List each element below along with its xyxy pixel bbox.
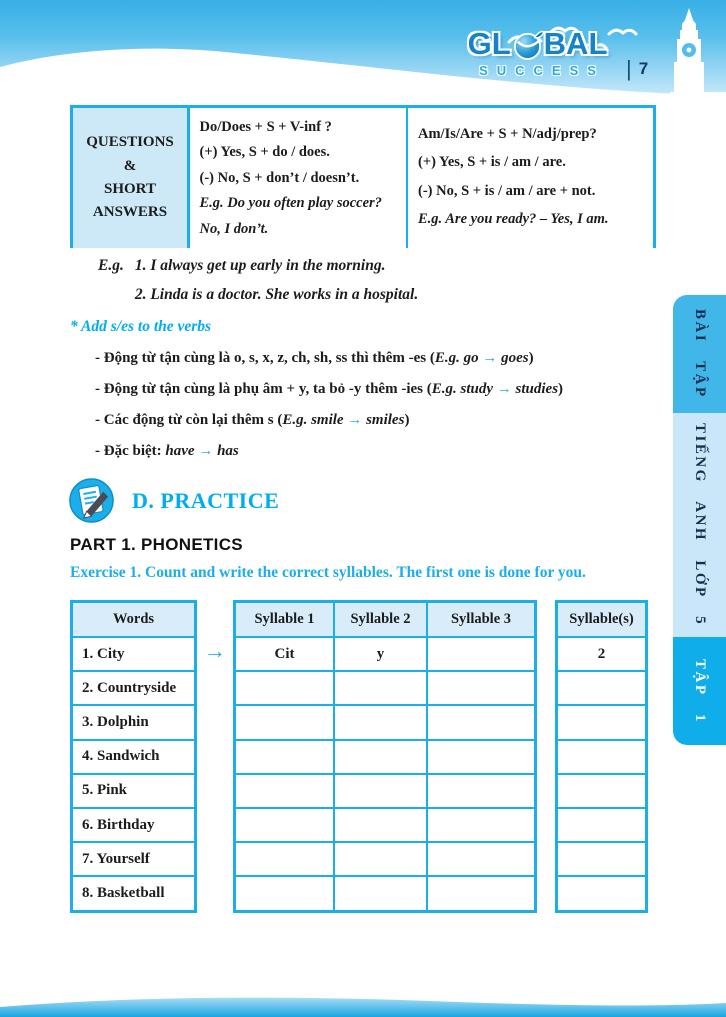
syllable-answer-cell[interactable]: y	[335, 638, 426, 670]
syllables-table	[233, 600, 537, 913]
count-column-header: Syllable(s)	[558, 603, 645, 636]
word-cell: 6. Birthday	[73, 809, 194, 841]
syllable-answer-cell[interactable]: Cit	[236, 638, 333, 670]
syllable-answer-cell[interactable]	[428, 775, 534, 807]
arrow-icon: →	[194, 443, 218, 459]
arrow-icon: →	[478, 350, 502, 366]
logo-global-right: BAL	[543, 26, 608, 61]
word-cell: 3. Dolphin	[73, 706, 194, 738]
rule-text: - Động từ tận cùng là phụ âm + y, ta bỏ -y thêm -ies (	[95, 381, 432, 397]
grammar-summary-table	[70, 105, 656, 248]
word-cell: 2. Countryside	[73, 672, 194, 704]
rule-item-1	[95, 350, 670, 367]
syllable-count-cell[interactable]	[558, 809, 645, 841]
syllable-answer-cell[interactable]	[236, 843, 333, 875]
syllable-count-cell[interactable]	[558, 672, 645, 704]
word-cell: 5. Pink	[73, 775, 194, 807]
be-negative: (-) No, S + is / am / are + not.	[418, 182, 596, 199]
syllable-count-cell[interactable]	[558, 877, 645, 909]
do-example-line2: No, I don’t.	[199, 220, 269, 237]
syllable3-column-header: Syllable 3	[428, 603, 534, 636]
rule-item-4	[95, 443, 670, 460]
syllable-answer-cell[interactable]	[335, 843, 426, 875]
syllable-answer-cell[interactable]	[236, 706, 333, 738]
grammar-header-line: &	[123, 157, 137, 174]
practice-title: D. PRACTICE	[132, 487, 280, 513]
syllable-answer-cell[interactable]	[335, 775, 426, 807]
grammar-row-header	[73, 108, 187, 248]
words-table	[70, 600, 197, 913]
rule-word-to: has	[217, 443, 239, 459]
writing-practice-icon	[68, 477, 115, 524]
grammar-do-column	[190, 108, 406, 248]
syllable-answer-cell[interactable]	[335, 741, 426, 773]
syllable-count-cell[interactable]	[558, 741, 645, 773]
rule-word-from: study	[460, 381, 494, 397]
rule-item-2	[95, 381, 670, 398]
logo-success-text: SUCCESS	[479, 63, 605, 78]
do-example-line1: E.g. Do you often play soccer?	[199, 195, 382, 212]
grammar-header-line: ANSWERS	[92, 204, 168, 221]
rule-text-trail: )	[558, 381, 564, 397]
word-cell: 8. Basketball	[73, 877, 194, 909]
syllable-answer-cell[interactable]	[428, 877, 534, 909]
syllable1-column-header: Syllable 1	[236, 603, 333, 636]
example-sentence-1: 1. I always get up early in the morning.	[134, 257, 386, 274]
rule-word-from: smile	[311, 412, 344, 428]
examples-label: E.g.	[98, 257, 124, 274]
do-formula: Do/Does + S + V-inf ?	[199, 119, 332, 135]
rule-word-from: have	[165, 443, 195, 459]
words-column-header: Words	[73, 603, 194, 636]
do-negative: (-) No, S + don’t / doesn’t.	[199, 169, 360, 186]
rule-text: - Đặc biệt:	[95, 443, 166, 459]
syllable-answer-cell[interactable]	[428, 672, 534, 704]
example-sentence-2: 2. Linda is a doctor. She works in a hospital.	[134, 286, 419, 303]
syllable-answer-cell[interactable]	[428, 741, 534, 773]
logo-global-left: GL	[467, 26, 511, 61]
header-wave-shape	[0, 0, 726, 100]
rule-text-trail: )	[404, 412, 410, 428]
syllable-answer-cell[interactable]	[236, 741, 333, 773]
rule-item-3	[95, 412, 670, 429]
be-example-line1: E.g. Are you ready? – Yes, I am.	[418, 210, 609, 227]
syllable-answer-cell[interactable]	[428, 843, 534, 875]
syllable-answer-cell[interactable]	[335, 809, 426, 841]
syllable-count-cell[interactable]	[558, 843, 645, 875]
syllable-answer-cell[interactable]	[428, 638, 534, 670]
syllable-answer-cell[interactable]	[335, 877, 426, 909]
arrow-icon: →	[493, 381, 516, 397]
word-cell: 1. City	[73, 638, 194, 670]
word-cell: 7. Yourself	[73, 843, 194, 875]
examples-block	[98, 257, 418, 315]
part1-heading: PART 1. PHONETICS	[70, 535, 243, 554]
verb-rules-section	[70, 318, 670, 474]
grammar-be-column	[408, 108, 653, 248]
page-header-banner	[0, 0, 726, 97]
page-number-separator: |	[626, 56, 632, 81]
syllable-count-cell[interactable]	[558, 775, 645, 807]
rule-eg-label: E.g.	[434, 350, 464, 366]
footer-wave-band	[0, 994, 726, 1017]
grammar-header-line: QUESTIONS	[86, 134, 174, 151]
syllable2-column-header: Syllable 2	[335, 603, 426, 636]
syllable-answer-cell[interactable]	[236, 877, 333, 909]
rule-text-trail: )	[528, 350, 534, 366]
syllable-answer-cell[interactable]	[335, 672, 426, 704]
syllable-count-cell[interactable]: 2	[558, 638, 645, 670]
arrow-icon: →	[343, 412, 367, 428]
syllable-answer-cell[interactable]	[428, 706, 534, 738]
tab-segment-tap-1: TẬP 1	[673, 637, 726, 745]
rule-text: - Các động từ còn lại thêm s (	[95, 412, 283, 428]
rule-word-to: goes	[501, 350, 529, 366]
rule-word-to: smiles	[366, 412, 405, 428]
grammar-header-line: SHORT	[104, 180, 156, 197]
example-row-arrow-icon: →	[204, 638, 226, 663]
be-formula: Am/Is/Are + S + N/adj/prep?	[418, 126, 597, 142]
book-edge-tab	[673, 295, 726, 745]
syllable-answer-cell[interactable]	[335, 706, 426, 738]
rule-word-to: studies	[515, 381, 559, 397]
tab-segment-tieng-anh-lop-5: TIẾNG ANH LỚP 5	[673, 413, 726, 637]
practice-section-heading	[68, 477, 279, 524]
syllable-answer-cell[interactable]	[236, 672, 333, 704]
syllable-count-cell[interactable]	[558, 706, 645, 738]
syllable-answer-cell[interactable]	[428, 809, 534, 841]
syllable-answer-cell[interactable]	[236, 809, 333, 841]
be-positive: (+) Yes, S + is / am / are.	[418, 154, 566, 171]
syllable-answer-cell[interactable]	[236, 775, 333, 807]
do-positive: (+) Yes, S + do / does.	[199, 144, 330, 161]
syllable-count-table	[555, 600, 648, 913]
rule-eg-label: E.g.	[282, 412, 312, 428]
rule-eg-label: E.g.	[431, 381, 461, 397]
rule-word-from: go	[463, 350, 479, 366]
exercise1-instruction: Exercise 1. Count and write the correct syllables. The first one is done for you.	[70, 564, 586, 581]
rules-title: * Add s/es to the verbs	[70, 318, 212, 335]
page-number-value: 7	[638, 59, 649, 78]
rule-text: - Động từ tận cùng là o, s, x, z, ch, sh, ss thì thêm -es (	[95, 350, 435, 366]
word-cell: 4. Sandwich	[73, 741, 194, 773]
tab-segment-bai-tap: BÀI TẬP	[673, 295, 726, 413]
